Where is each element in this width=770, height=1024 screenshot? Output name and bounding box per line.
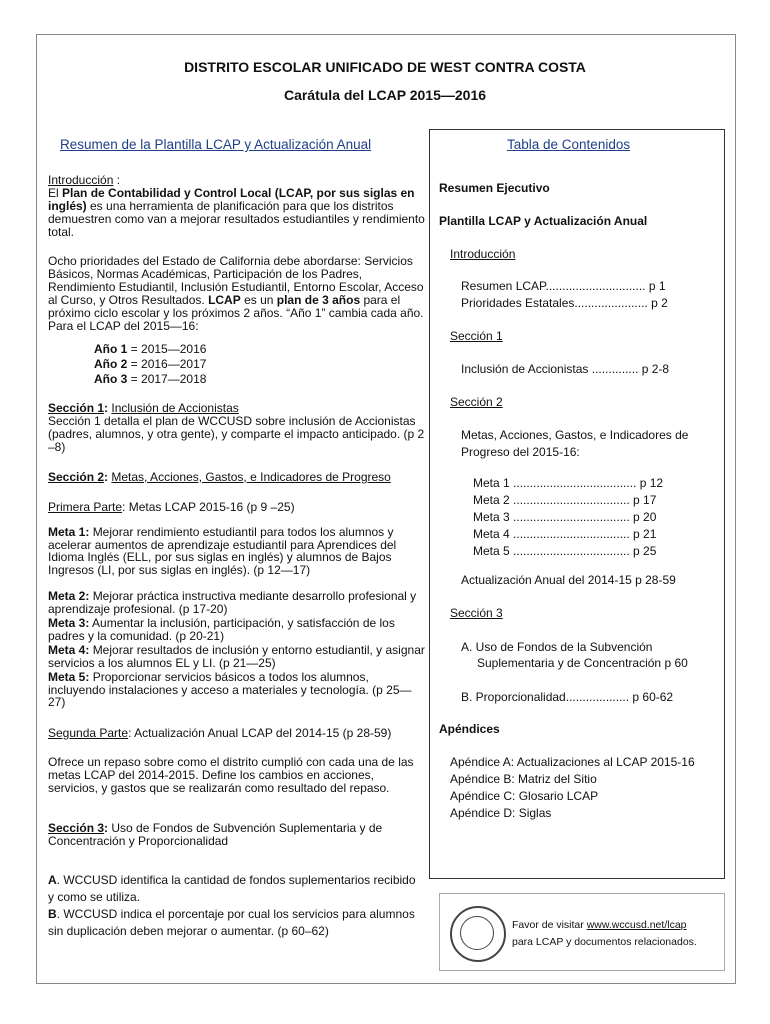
toc-meta-item[interactable]: Meta 5 ................................... p 25	[473, 544, 657, 558]
section2-heading: Sección 2: Metas, Acciones, Gastos, e Indicadores de Progreso	[48, 470, 391, 484]
district-title: DISTRITO ESCOLAR UNIFICADO DE WEST CONTRA COSTA	[184, 59, 586, 75]
toc-proporcionalidad[interactable]: B. Proporcionalidad................... p 60-62	[461, 690, 674, 704]
toc-heading: Tabla de Contenidos	[507, 137, 631, 152]
section3-items	[48, 872, 418, 940]
section1-block: Sección 1: Inclusión de Accionistas Sección 1 detalla el plan de WCCUSD sobre inclusión de Accionistas (padres, alumnos, y otra gente), y comparte el impacto anticipado. (p 2 –8)	[48, 401, 425, 454]
toc-apendice-list	[450, 754, 695, 822]
years-list	[94, 342, 206, 387]
toc-meta-item[interactable]: Meta 3 ................................... p 20	[473, 510, 657, 524]
intro-label: Introducción	[48, 173, 114, 187]
footer-text: Favor de visitar www.wccusd.net/lcap para LCAP y documentos relacionados.	[512, 919, 697, 948]
meta-item: Meta 1: Mejorar rendimiento estudiantil para todos los alumnos y acelerar aumentos de aprendizaje estudiantil para Aprendices del Idioma Inglés (ELL, por sus siglas en inglés) y alumnos de Bajos Ingresos (LI, por sus siglas en inglés). (p 12—17)	[48, 525, 397, 577]
toc-apendices[interactable]: Apéndices	[439, 722, 500, 736]
toc-fondos-a-cont: Suplementaria y de Concentración p 60	[477, 656, 688, 670]
toc-meta-list	[473, 475, 663, 560]
intro-block: Introducción : El Plan de Contabilidad y Control Local (LCAP, por sus siglas en inglés) es una herramienta de planificación para que los distritos demuestren como van a mejorar resultados estudiantiles y rendimiento total.	[48, 173, 425, 239]
part2-description: Ofrece un repaso sobre como el distrito cumplió con cada una de las metas LCAP del 2014-2015. Define los cambios en acciones, servicios, y gastos que se realizarán como resultado del repaso.	[48, 755, 414, 795]
year-row: Año 2 = 2016—2017	[94, 357, 207, 371]
toc-meta-item[interactable]: Meta 4 ................................... p 21	[473, 527, 657, 541]
meta-item: Meta 2: Mejorar práctica instructiva mediante desarrollo profesional y aprendizaje profesional. (p 17-20)	[48, 589, 417, 616]
section3-item-a: A. WCCUSD identifica la cantidad de fondos suplementarios recibido y como se utiliza.	[48, 873, 416, 904]
toc-plantilla[interactable]: Plantilla LCAP y Actualización Anual	[439, 214, 648, 228]
toc-meta-item[interactable]: Meta 2 ................................... p 17	[473, 493, 657, 507]
lcap-link[interactable]: www.wccusd.net/lcap	[586, 919, 687, 931]
toc-fondos-a[interactable]: A. Uso de Fondos de la Subvención	[461, 640, 653, 654]
year-row: Año 1 = 2015—2016	[94, 342, 207, 356]
part2-line: Segunda Parte: Actualización Anual LCAP del 2014-15 (p 28-59)	[48, 726, 392, 740]
toc-apendice-item[interactable]: Apéndice D: Siglas	[450, 806, 552, 820]
toc-metas-intro: Metas, Acciones, Gastos, e Indicadores de Progreso del 2015-16:	[461, 428, 689, 459]
toc-section3[interactable]: Sección 3	[450, 606, 503, 620]
toc-intro[interactable]: Introducción	[450, 247, 516, 261]
meta-item: Meta 5: Proporcionar servicios básicos a todos los alumnos, incluyendo instalaciones y acceso a materiales y tecnología. (p 25—27)	[48, 670, 412, 709]
toc-section1[interactable]: Sección 1	[450, 329, 503, 343]
toc-prioridades[interactable]: Prioridades Estatales...................... p 2	[461, 296, 668, 310]
summary-heading: Resumen de la Plantilla LCAP y Actualización Anual	[60, 137, 372, 152]
cover-subtitle: Carátula del LCAP 2015—2016	[283, 87, 487, 103]
section3-item-b: B. WCCUSD indica el porcentaje por cual los servicios para alumnos sin duplicación deben mejorar o aumentar. (p 60–62)	[48, 907, 415, 938]
toc-apendice-item[interactable]: Apéndice C: Glosario LCAP	[450, 789, 599, 803]
toc-meta-item[interactable]: Meta 1 ..................................... p 12	[473, 476, 664, 490]
toc-actualizacion[interactable]: Actualización Anual del 2014-15 p 28-59	[461, 573, 676, 587]
toc-exec[interactable]: Resumen Ejecutivo	[439, 181, 550, 195]
toc-apendice-item[interactable]: Apéndice B: Matriz del Sitio	[450, 772, 597, 786]
toc-inclusion[interactable]: Inclusión de Accionistas .............. p 2-8	[461, 362, 670, 376]
priorities-paragraph: Ocho prioridades del Estado de California debe abordarse: Servicios Básicos, Normas Académicas, Participación de los Padres, Rendimiento Estudiantil, Inclusión Estudiantil, Entorno Escolar, Acceso al Curso, y Otros Resultados. LCAP es un plan de 3 años para el próximo ciclo escolar y los próximos 2 años. “Año 1” cambia cada año. Para el LCAP del 2015—16:	[48, 254, 424, 333]
toc-resumen[interactable]: Resumen LCAP.............................. p 1	[461, 279, 666, 293]
district-seal-icon	[450, 906, 506, 962]
section3-block: Sección 3: Uso de Fondos de Subvención Suplementaria y de Concentración y Proporcionalidad	[48, 821, 383, 848]
meta-item: Meta 3: Aumentar la inclusión, participación, y satisfacción de los padres y la comunidad. (p 20-21)	[48, 616, 395, 643]
meta-item: Meta 4: Mejorar resultados de inclusión y entorno estudiantil, y asignar servicios a los alumnos EL y LI. (p 21—25)	[48, 643, 425, 670]
part1-line: Primera Parte: Metas LCAP 2015-16 (p 9 –25)	[48, 500, 295, 514]
toc-apendice-item[interactable]: Apéndice A: Actualizaciones al LCAP 2015-16	[450, 755, 695, 769]
toc-section2[interactable]: Sección 2	[450, 395, 503, 409]
year-row: Año 3 = 2017—2018	[94, 372, 207, 386]
